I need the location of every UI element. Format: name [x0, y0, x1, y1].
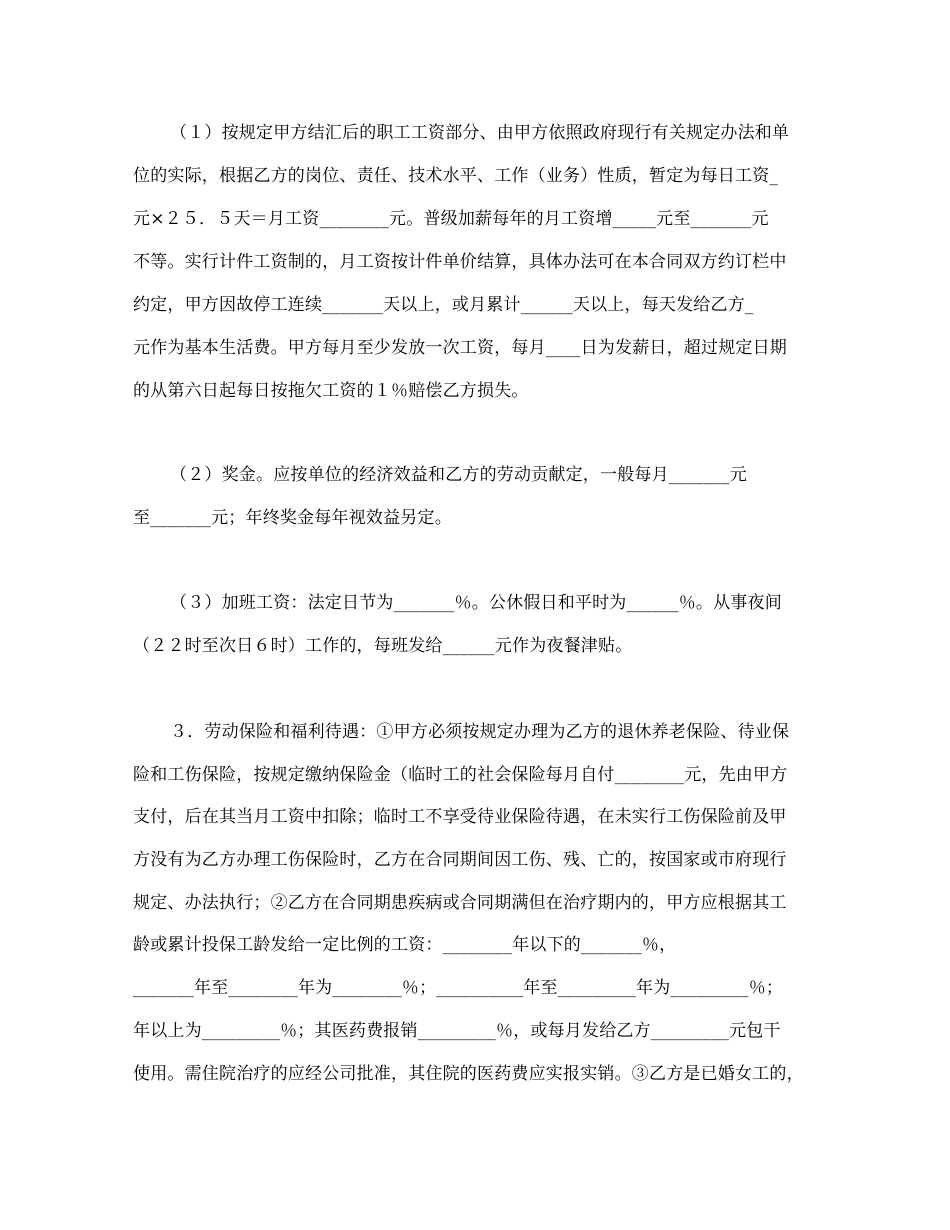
- paragraph-4-line-2: 险和工伤保险，按规定缴纳保险金（临时工的社会保险每月自付________元，先由甲方: [133, 765, 788, 785]
- paragraph-1-line-5: 约定，甲方因故停工连续_______天以上，或月累计______天以上，每天发给乙方_: [133, 295, 754, 315]
- paragraph-3-line-1: （３）加班工资：法定日节为_______％。公休假日和平时为______％。从事夜间: [170, 593, 782, 613]
- paragraph-4-line-3: 支付，后在其当月工资中扣除；临时工不享受待业保险待遇，在未实行工伤保险前及甲: [133, 807, 787, 827]
- paragraph-4-line-9: 使用。需住院治疗的应经公司批准，其住院的医药费应实报实销。③乙方是已婚女工的，: [133, 1064, 804, 1084]
- paragraph-1-line-4: 不等。实行计件工资制的，月工资按计件单价结算，具体办法可在本合同双方约订栏中: [133, 252, 787, 272]
- paragraph-4-line-8: 年以上为_________％；其医药费报销_________％，或每月发给乙方_________元包干: [133, 1021, 781, 1041]
- paragraph-4-line-5: 规定、办法执行；②乙方在合同期患疾病或合同期满但在治疗期内的，甲方应根据其工: [133, 893, 787, 913]
- paragraph-4-line-1: ３．劳动保险和福利待遇：①甲方必须按规定办理为乙方的退休养老保险、待业保: [170, 722, 790, 742]
- paragraph-3-line-2: （２２时至次日６时）工作的，每班发给______元作为夜餐津贴。: [133, 636, 633, 656]
- paragraph-2-line-2: 至_______元；年终奖金每年视效益另定。: [133, 508, 452, 528]
- paragraph-4-line-6: 龄或累计投保工龄发给一定比例的工资：________年以下的_______％，: [133, 935, 677, 955]
- paragraph-1-line-1: （１）按规定甲方结汇后的职工工资部分、由甲方依照政府现行有关规定办法和单: [170, 123, 790, 143]
- paragraph-4-line-7: _______年至________年为________％；__________年至_________年为_________％；: [133, 978, 784, 998]
- paragraph-4-line-4: 方没有为乙方办理工伤保险时，乙方在合同期间因工伤、残、亡的，按国家或市府现行: [133, 850, 787, 870]
- paragraph-1-line-3: 元×２５．５天＝月工资________元。普级加薪每年的月工资增_____元至_______元: [133, 209, 769, 229]
- paragraph-2-line-1: （２）奖金。应按单位的经济效益和乙方的劳动贡献定，一般每月_______元: [170, 465, 747, 485]
- paragraph-1-line-2: 位的实际，根据乙方的岗位、责任、技术水平、工作（业务）性质，暂定为每日工资_: [133, 166, 779, 186]
- paragraph-1-line-6: 元作为基本生活费。甲方每月至少发放一次工资，每月____日为发薪日，超过规定日期: [133, 338, 787, 358]
- paragraph-1-line-7: 的从第六日起每日按拖欠工资的１％赔偿乙方损失。: [133, 381, 529, 401]
